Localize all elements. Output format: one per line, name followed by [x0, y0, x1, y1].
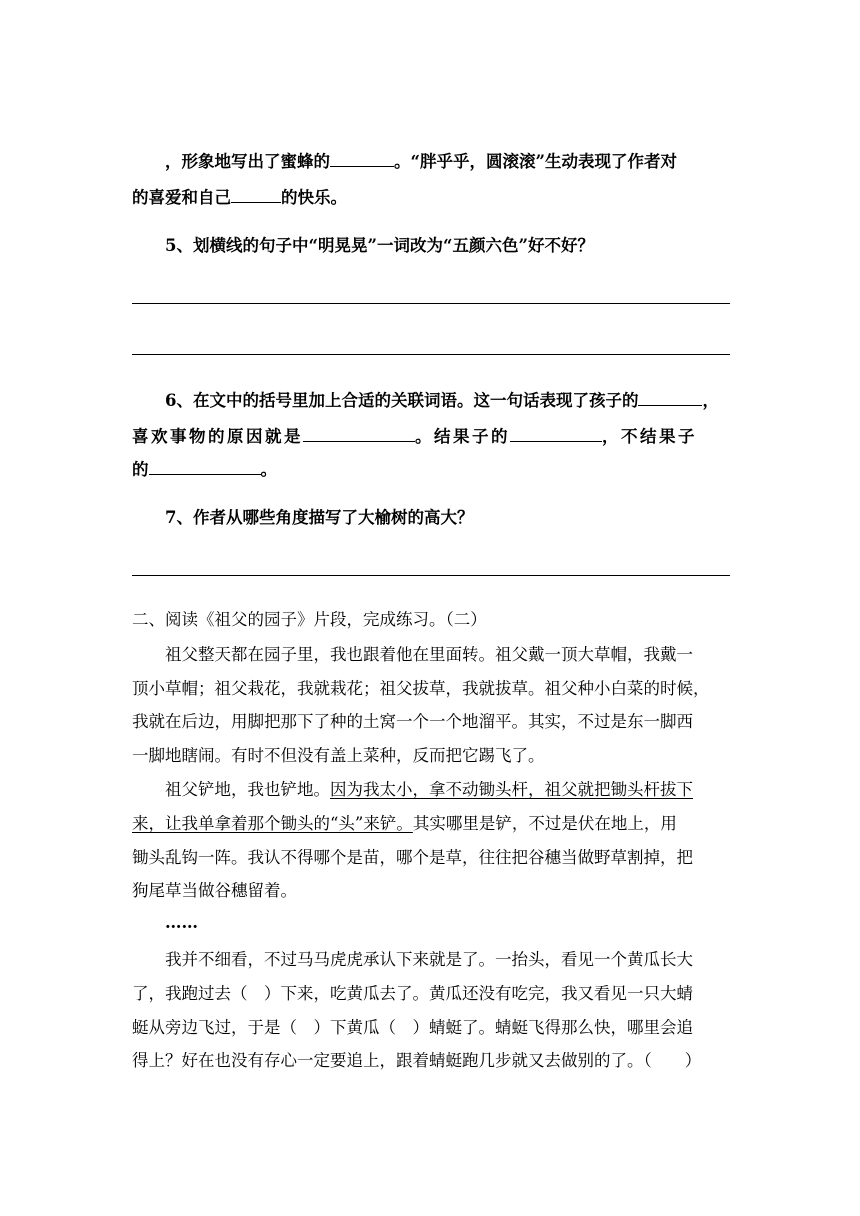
answer-line[interactable] [132, 303, 730, 304]
passage-p1-line-4: 一脚地瞎闹。有时不但没有盖上菜种，反而把它踢飞了。 [132, 746, 545, 765]
q6-text-a: 6、在文中的括号里加上合适的关联词语。这一句话表现了孩子的 [165, 391, 639, 410]
passage-p1-line-3: 我就在后边，用脚把那下了种的土窝一个一个地溜平。其实，不过是东一脚西 [132, 712, 693, 731]
passage-ellipsis: …… [165, 913, 198, 932]
q6-line-2 [132, 425, 730, 447]
answer-blank[interactable] [231, 186, 281, 203]
q6-text-f: 的 [132, 460, 149, 479]
underlined-sentence: 因为我太小，拿不动锄头杆，祖父就把锄头杆拔下 [330, 780, 693, 799]
q6-text-e: ，不结果子 [602, 427, 697, 446]
passage-p3-line-2: 了，我跑过去（ ）下来，吃黄瓜去了。黄瓜还没有吃完，我又看见一只大蜻 [132, 984, 693, 1003]
answer-line[interactable] [132, 354, 730, 355]
q6-text-c: 喜欢事物的原因就是 [132, 427, 303, 446]
q5-question: 5、划横线的句子中“明晃晃”一词改为“五颜六色”好不好？ [165, 236, 594, 255]
passage-p2-line-1 [165, 780, 730, 800]
passage-text: 祖父铲地，我也铲地。 [165, 780, 330, 799]
passage-p3-line-1: 我并不细看，不过马马虎虎承认下来就是了。一抬头，看见一个黄瓜长大 [165, 950, 693, 969]
answer-blank[interactable] [510, 425, 602, 442]
section-2-title: 二、阅读《祖父的园子》片段，完成练习。（二） [132, 610, 487, 629]
q4-text-a: ，形象地写出了蜜蜂的 [165, 152, 330, 171]
q4-continued-line-1 [165, 150, 730, 172]
passage-p2-line-3: 锄头乱钩一阵。我认不得哪个是苗，哪个是草，往往把谷穗当做野草割掉，把 [132, 848, 693, 867]
underlined-sentence: 来，让我单拿着那个锄头的“头”来铲。 [132, 814, 413, 833]
passage-p2-line-4: 狗尾草当做谷穗留着。 [132, 881, 297, 900]
q6-text-g: 。 [260, 460, 277, 479]
q4-text-b: 。“胖乎乎，圆滚滚”生动表现了作者对 [394, 152, 677, 171]
q4-continued-line-2 [132, 186, 730, 208]
q4-text-d: 的快乐。 [281, 188, 347, 207]
q6-line-1 [165, 389, 730, 411]
answer-blank[interactable] [149, 458, 261, 475]
answer-blank[interactable] [638, 389, 702, 406]
answer-blank[interactable] [330, 150, 394, 167]
q6-line-3 [132, 458, 730, 480]
passage-p2-line-2 [132, 814, 730, 834]
q6-text-d: 。结果子的 [415, 427, 510, 446]
answer-blank[interactable] [303, 425, 415, 442]
passage-p3-line-3: 蜓从旁边飞过，于是（ ）下黄瓜（ ）蜻蜓了。蜻蜓飞得那么快，哪里会追 [132, 1018, 693, 1037]
passage-p3-line-4: 得上？好在也没有存心一定要追上，跟着蜻蜓跑几步就又去做别的了。（ ） [132, 1051, 702, 1070]
answer-line[interactable] [132, 575, 730, 576]
q6-text-b: ， [702, 391, 719, 410]
q4-text-c: 的喜爱和自己 [132, 188, 231, 207]
q7-question: 7、作者从哪些角度描写了大榆树的高大？ [165, 508, 474, 527]
passage-p1-line-2: 顶小草帽；祖父栽花，我就栽花；祖父拔草，我就拔草。祖父种小白菜的时候， [132, 679, 710, 698]
passage-p1-line-1: 祖父整天都在园子里，我也跟着他在里面转。祖父戴一顶大草帽，我戴一 [165, 645, 693, 664]
passage-text: 其实哪里是铲，不过是伏在地上，用 [412, 814, 677, 833]
